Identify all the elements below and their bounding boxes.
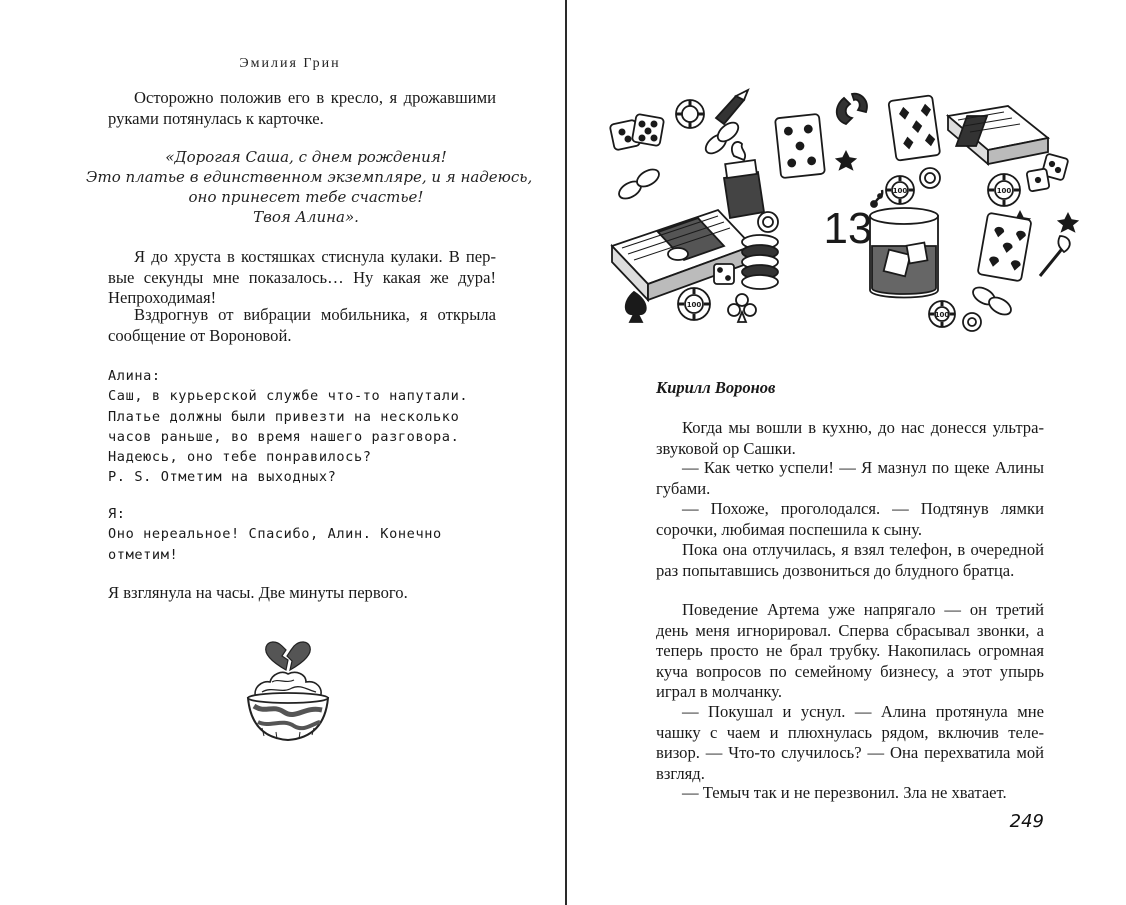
note-line-3: оно принесет тебе счастье!: [188, 188, 424, 206]
playing-card-icon: [977, 213, 1031, 282]
playing-card-icon: [775, 114, 825, 178]
paragraph-2: — Как четко успели! — Я мазнул по щеке Алины губами.: [656, 458, 1044, 498]
paragraph-1: Когда мы вошли в кухню, до нас донесся ультразвуковой ор Сашки.: [656, 418, 1044, 458]
paragraph-4: Я взглянула на часы. Две минуты первого.: [108, 583, 408, 602]
money-stack-icon: [612, 210, 752, 300]
dice-icon: [714, 264, 734, 284]
paragraph-6: — Покушал и уснул. — Алина протянула мне чашку с чаем и плюхнулась рядом, включив телевизор. — Что-то случилось? — Она перехватила мой взгляд.: [656, 702, 1044, 783]
match-icon: [1040, 236, 1070, 276]
chat-line: часов раньше, во время нашего разговора.: [108, 428, 460, 445]
paragraph-3: Вздрогнув от вибрации мобильника, я открыла сообщение от Вороновой.: [108, 305, 496, 345]
spade-icon: [626, 292, 646, 322]
note-line-1: «Дорогая Саша, с днем рождения!: [165, 148, 447, 166]
star-icon: [1059, 214, 1077, 231]
chat-line: отметим!: [108, 546, 179, 563]
chat-line: P. S. Отметим на выходных?: [108, 469, 337, 486]
chat-line: Оно нереальное! Спасибо, Алин. Конечно: [108, 526, 442, 543]
note-line-4: Твоя Алина».: [253, 208, 359, 226]
lighter-icon: [724, 142, 764, 218]
gift-card-note: [86, 147, 533, 227]
horseshoe-icon: [837, 94, 867, 124]
chain-icon: [970, 284, 1014, 318]
paragraph-4: Пока она отлучилась, я взял телефон, в очередной раз попытавшись дозвониться до блудного братца.: [656, 540, 1044, 580]
page-gutter: [565, 0, 567, 905]
poker-chip-icon: [963, 313, 981, 331]
playing-card-icon: [888, 95, 940, 161]
money-stack-icon: [948, 106, 1048, 164]
chat-line: Платье должны были привезти на несколько: [108, 408, 460, 425]
right-page: [568, 0, 1126, 905]
paragraph-2: Я до хруста в костяшках стиснула кулаки. В первые секунды мне показалось… Ну какая же дура! Непроходимая!: [108, 247, 496, 307]
chat-line: Саш, в курьерской службе что-то напутали.: [108, 388, 469, 405]
broken-heart-cupcake-icon: [242, 640, 334, 746]
page-number: 249: [1009, 811, 1044, 832]
chat-sender: Алина:: [108, 368, 161, 384]
club-icon: [728, 294, 756, 322]
dice-icon: [610, 114, 665, 151]
poker-chip-icon: [920, 168, 940, 188]
paragraph-5: Поведение Артема уже напрягало — он третий день меня игнорировал. Сперва сбрасывал звонки, а теперь просто не брал трубку. Накопилась огромная куча вопросов по семейному бизнесу, а этот упырь играл в молчанку.: [656, 600, 1044, 701]
dice-icon: [1026, 154, 1068, 192]
chat-sender: Я:: [108, 506, 126, 522]
chat-line: Надеюсь, оно тебе понравилось?: [108, 449, 372, 466]
paragraph-3: — Похоже, проголодался. — Подтянув лямки сорочки, любимая поспешила к сыну.: [656, 499, 1044, 539]
poker-chip-stack-icon: [742, 235, 778, 289]
chip-label: 100: [892, 187, 908, 195]
star-icon: [837, 152, 855, 169]
chapter-number: 13: [823, 204, 873, 253]
running-head-author: Эмилия Грин: [239, 56, 341, 71]
note-line-2: Это платье в единственном экземпляре, и я надеюсь,: [86, 168, 533, 186]
section-title: Кирилл Воронов: [656, 378, 776, 397]
chat-message-me: [108, 504, 508, 565]
chip-label: 100: [934, 311, 950, 319]
paragraph-1: Осторожно положив его в кресло, я дрожавшими руками потянулась к карточке.: [108, 88, 496, 128]
poker-chip-icon: [676, 100, 704, 128]
chip-label: 100: [686, 301, 702, 309]
chip-label: 100: [996, 187, 1012, 195]
chat-message-alina: [108, 366, 508, 488]
rocket-icon: [716, 90, 748, 124]
paragraph-7: — Темыч так и не перезвонил. Зла не хватает.: [682, 783, 1007, 802]
poker-chip-icon: [758, 212, 778, 232]
